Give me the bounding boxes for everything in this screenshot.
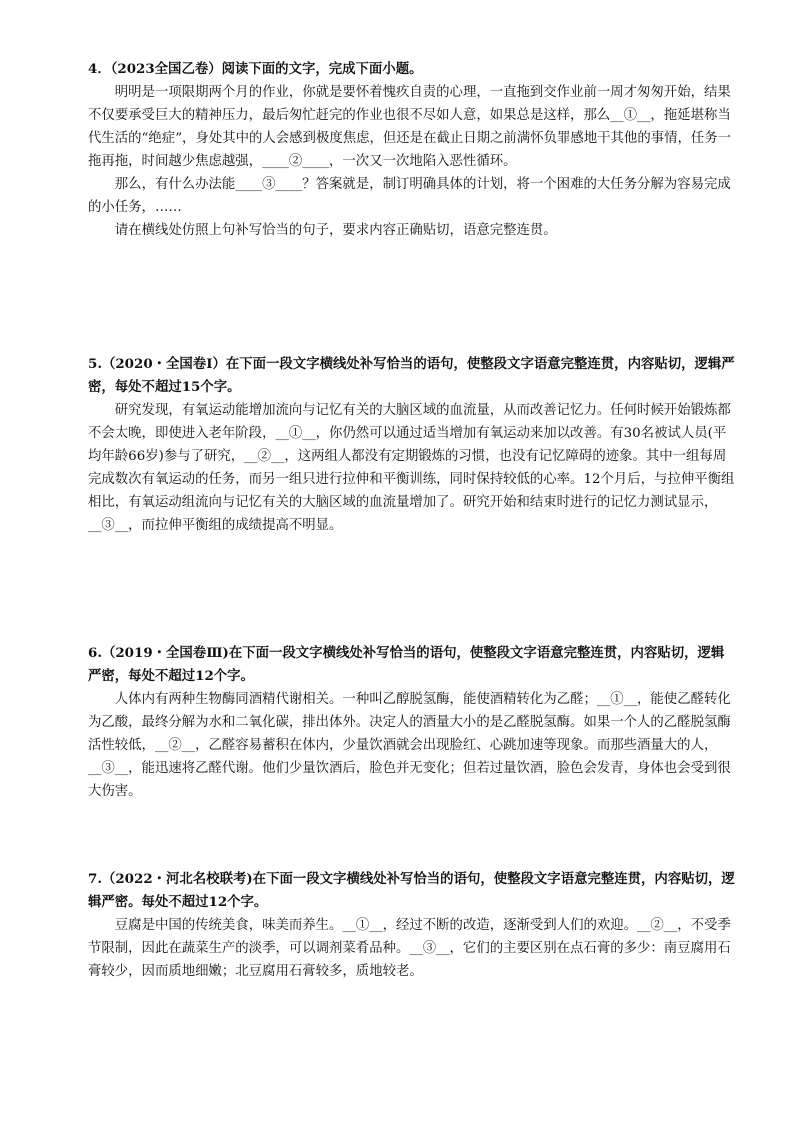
- text: 豆腐是中国的传统美食，味美而养生。: [114, 918, 343, 933]
- question-4-paragraph-1: [88, 81, 736, 173]
- blank-3: __③__: [88, 761, 129, 776]
- text: ，它们的主要区别在点石膏的多少：南豆腐用石膏较少，因而质地细嫩；北豆腐用石膏较多，质地较老。: [88, 941, 731, 979]
- blank-3: ____③____: [235, 177, 303, 192]
- question-6-heading: 6.（2019・全国卷Ⅲ)在下面一段文字横线处补写恰当的语句，使整段文字语意完整连贯，内容贴切，逻辑严密，每处不超过12个字。: [88, 645, 725, 684]
- blank-1: __①__: [342, 918, 383, 933]
- blank-1: __①__: [596, 692, 638, 707]
- text: ，经过不断的改造，逐渐受到人们的欢迎。: [382, 918, 638, 933]
- blank-3: __③__: [88, 518, 129, 533]
- blank-2: __②__: [154, 738, 196, 753]
- text: ，一次又一次地陷入恶性循环。: [329, 154, 517, 169]
- question-5-heading: 5.（2020・全国卷Ⅰ）在下面一段文字横线处补写恰当的语句，使整段文字语意完整连贯，内容贴切，逻辑严密，每处不超过15个字。: [88, 356, 735, 395]
- blank-1: __①__: [610, 108, 651, 123]
- question-5: [88, 353, 736, 537]
- text: 研究发现，有氧运动能增加流向与记忆有关的大脑区域的血流量，从而改善记忆力。任何时候开始锻炼都不会太晚，即使进入老年阶段，: [88, 403, 731, 441]
- blank-2: __②__: [637, 918, 678, 933]
- text: ，不受季节限制，因此在蔬菜生产的淡季，可以调剂菜肴品种。: [88, 918, 731, 956]
- question-6-paragraph: [88, 688, 736, 803]
- text: ，这两组人都没有定期锻炼的习惯，也没有记忆障碍的迹象。其中一组每周完成数次有氧运动的任务，而另一组只进行拉伸和平衡训练，同时保持较低的心率。12个月后，与拉伸平衡组相比，有氧运动组流向与记忆有关的大脑区域的血流量增加了。研究开始和结束时进行的记忆力测试显示，: [88, 449, 735, 510]
- question-5-paragraph: [88, 399, 736, 537]
- question-4: [88, 58, 736, 242]
- text: ，而拉伸平衡组的成绩提高不明显。: [128, 518, 343, 533]
- text: ？答案就是，制订明确具体的计划，将一个困难的大任务分解为容易完成的小任务，……: [88, 177, 731, 215]
- text: 明明是一项限期两个月的作业，你就是要怀着愧疚自责的心理，一直拖到交作业前一周才匆匆开始，结果不仅要承受巨大的精神压力，最后匆忙赶完的作业也很不尽如人意，如果总是这样，那么: [88, 85, 731, 123]
- question-7-paragraph: [88, 914, 736, 983]
- question-4-paragraph-2: [88, 173, 736, 219]
- text: 那么，有什么办法能: [114, 177, 236, 192]
- text: ，能使乙醛转化为乙酸，最终分解为水和二氧化碳，排出体外。决定人的酒量大小的是乙醛脱氢酶。如果一个人的乙醛脱氢酶活性较低，: [88, 692, 731, 753]
- question-7-heading: 7.（2022・河北名校联考)在下面一段文字横线处补写恰当的语句，使整段文字语意完整连贯，内容贴切，逻辑严密。每处不超过12个字。: [88, 871, 735, 910]
- text: ，拖延堪称当代生活的“绝症”，身处其中的人会感到极度焦虑，但还是在截止日期之前满怀负罪感地干其他的事情，任务一拖再拖，时间越少焦虑越强，: [88, 108, 732, 169]
- text: ，你仍然可以通过适当增加有氧运动来加以改善。有30名被试人员(平均年龄66岁)参与了研究，: [88, 426, 727, 464]
- question-4-instruction: 请在横线处仿照上句补写恰当的句子，要求内容正确贴切，语意完整连贯。: [114, 223, 557, 238]
- blank-3: __③__: [409, 941, 450, 956]
- text: ，乙醛容易蓄积在体内，少量饮酒就会出现脸红、心跳加速等现象。而那些酒量大的人，: [195, 738, 718, 753]
- question-6: [88, 642, 736, 803]
- blank-2: __②__: [244, 449, 285, 464]
- text: 人体内有两种生物酶同酒精代谢相关。一种叫乙醇脱氢酶，能使酒精转化为乙醛；: [114, 692, 597, 707]
- blank-1: __①__: [275, 426, 316, 441]
- blank-2: ____②____: [262, 154, 330, 169]
- question-4-heading: 4．（2023全国乙卷）阅读下面的文字，完成下面小题。: [88, 61, 423, 77]
- text: ，能迅速将乙醛代谢。他们少量饮酒后，脸色并无变化；但若过量饮酒，脸色会发青，身体也会受到很大伤害。: [88, 761, 731, 799]
- question-7: [88, 868, 736, 983]
